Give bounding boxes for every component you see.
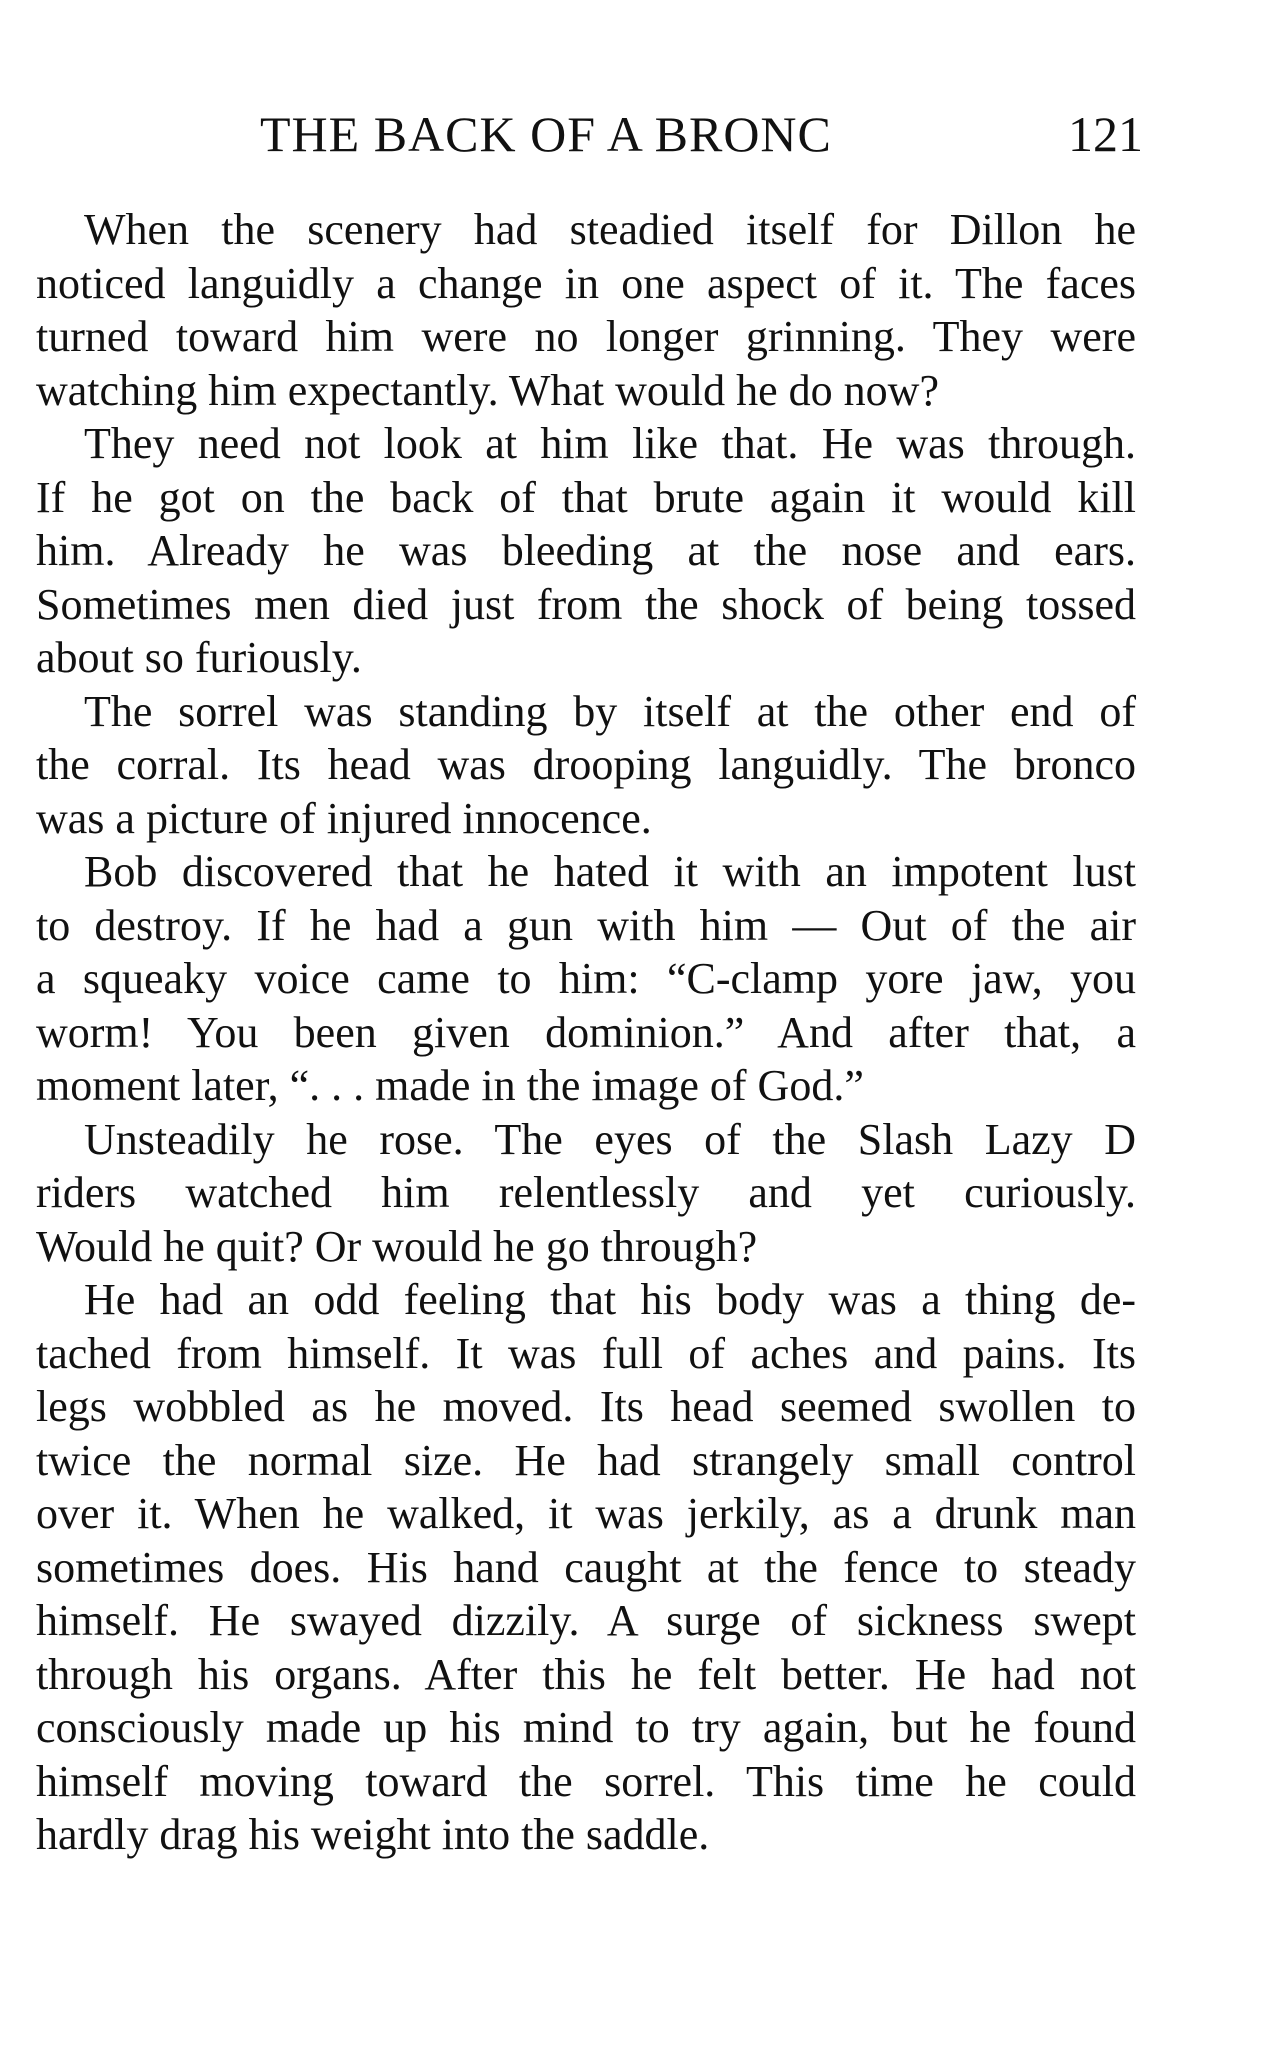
text-line: riders watched him relentlessly and yet curiously. (36, 1168, 1136, 1217)
text-line: hardly drag his weight into the saddle. (36, 1810, 710, 1859)
text-line: through his organs. After this he felt better. He had not (36, 1649, 1136, 1699)
paragraph (36, 203, 1136, 417)
running-head (36, 104, 1143, 164)
text-line: moment later, “. . . made in the image of God.” (36, 1061, 864, 1110)
text-line: He had an odd feeling that his body was a thing de- (84, 1275, 1136, 1324)
text-line: Would he quit? Or would he go through? (36, 1221, 758, 1271)
text-line: They need not look at him like that. He was through. (84, 419, 1136, 468)
paragraph (36, 845, 1136, 1113)
text-line: Unsteadily he rose. The eyes of the Slash Lazy D (84, 1114, 1136, 1164)
text-line: Sometimes men died just from the shock of being tossed (36, 579, 1136, 629)
text-line: consciously made up his mind to try again, but he found (36, 1703, 1136, 1752)
text-line: turned toward him were no longer grinning. They were (36, 312, 1136, 361)
paragraph (36, 1273, 1136, 1862)
text-line: worm! You been given dominion.” And after that, a (36, 1007, 1136, 1057)
paragraph (36, 417, 1136, 685)
text-line: himself. He swayed dizzily. A surge of sickness swept (36, 1596, 1136, 1645)
page-number: 121 (1068, 106, 1143, 162)
body-text (36, 203, 1136, 1862)
running-title: THE BACK OF A BRONC (260, 106, 832, 162)
text-line: watching him expectantly. What would he do now? (36, 365, 939, 415)
text-line: to destroy. If he had a gun with him — Out of the air (36, 900, 1136, 950)
text-line: When the scenery had steadied itself for Dillon he (84, 205, 1136, 254)
text-line: The sorrel was standing by itself at the other end of (84, 686, 1136, 736)
text-line: a squeaky voice came to him: “C-clamp yore jaw, you (36, 954, 1136, 1003)
text-line: If he got on the back of that brute again it would kill (36, 472, 1136, 522)
paragraph (36, 685, 1136, 846)
text-line: over it. When he walked, it was jerkily, as a drunk man (36, 1489, 1136, 1538)
text-line: noticed languidly a change in one aspect of it. The faces (36, 258, 1136, 308)
text-line: sometimes does. His hand caught at the fence to steady (36, 1542, 1136, 1592)
text-line: tached from himself. It was full of aches and pains. Its (36, 1328, 1136, 1378)
text-line: himself moving toward the sorrel. This time he could (36, 1756, 1136, 1806)
text-line: Bob discovered that he hated it with an impotent lust (84, 847, 1136, 896)
text-line: legs wobbled as he moved. Its head seemed swollen to (36, 1382, 1136, 1431)
text-line: about so furiously. (36, 633, 362, 682)
text-line: him. Already he was bleeding at the nose and ears. (36, 526, 1136, 575)
text-line: was a picture of injured innocence. (36, 793, 652, 843)
text-line: twice the normal size. He had strangely small control (36, 1435, 1136, 1485)
text-line: the corral. Its head was drooping languidly. The bronco (36, 740, 1136, 789)
paragraph (36, 1113, 1136, 1274)
